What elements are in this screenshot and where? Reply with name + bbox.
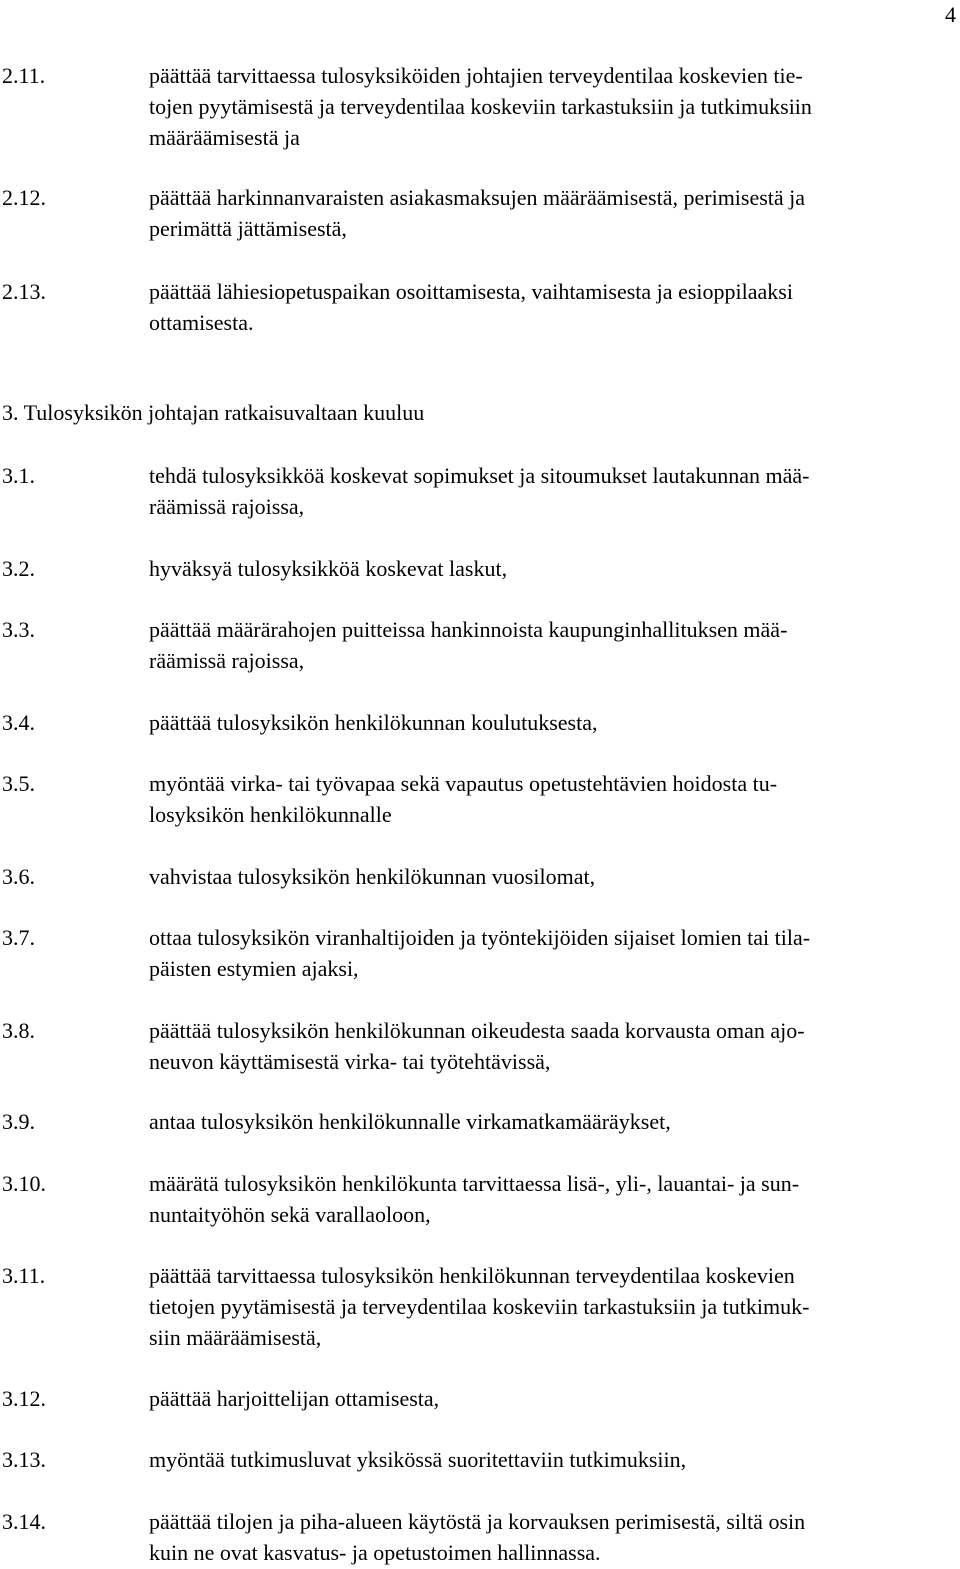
item-number: 3.3. xyxy=(2,617,35,642)
item-text-line: päättää tilojen ja piha-alueen käytöstä ja korvauksen perimisestä, siltä osin xyxy=(149,1509,806,1534)
item-text xyxy=(149,1383,439,1414)
item-number: 3.6. xyxy=(2,864,35,889)
item-text-line: losyksikön henkilökunnalle xyxy=(149,802,392,827)
page-number: 4 xyxy=(945,2,956,27)
item-number: 3.10. xyxy=(2,1171,46,1196)
item-number: 3.12. xyxy=(2,1386,46,1411)
item-text-line: nuntaityöhön sekä varallaoloon, xyxy=(149,1202,431,1227)
item-number: 2.11. xyxy=(2,63,46,88)
item-text-line: myöntää virka- tai työvapaa sekä vapautus opetustehtävien hoidosta tu- xyxy=(149,771,778,796)
item-text-line: räämissä rajoissa, xyxy=(149,494,305,519)
item-text xyxy=(149,1506,805,1568)
item-text-line: päättää määrärahojen puitteissa hankinnoista kaupunginhallituksen mää- xyxy=(149,617,788,642)
item-number: 3.8. xyxy=(2,1018,35,1043)
item-text-line: räämissä rajoissa, xyxy=(149,648,305,673)
item-number: 3.2. xyxy=(2,556,35,581)
item-text-line: määrätä tulosyksikön henkilökunta tarvittaessa lisä-, yli-, lauantai- ja sun- xyxy=(149,1171,800,1196)
item-text xyxy=(149,1106,671,1137)
item-text-line: perimättä jättämisestä, xyxy=(149,216,347,241)
item-text-line: ottaa tulosyksikön viranhaltijoiden ja työntekijöiden sijaiset lomien tai tila- xyxy=(149,925,811,950)
item-text xyxy=(149,553,507,584)
item-text-line: antaa tulosyksikön henkilökunnalle virkamatkamääräykset, xyxy=(149,1109,671,1134)
item-text xyxy=(149,1444,686,1475)
item-text xyxy=(149,922,810,984)
item-text-line: myöntää tutkimusluvat yksikössä suoritettaviin tutkimuksiin, xyxy=(149,1447,687,1472)
item-text-line: määräämisestä ja xyxy=(149,125,300,150)
item-text xyxy=(149,707,598,738)
item-number: 3.1. xyxy=(2,463,35,488)
item-text xyxy=(149,1168,799,1230)
item-text xyxy=(149,1015,805,1077)
item-text xyxy=(149,276,793,338)
item-text-line: päisten estymien ajaksi, xyxy=(149,956,359,981)
item-number: 3.13. xyxy=(2,1447,46,1472)
item-text-line: päättää tulosyksikön henkilökunnan oikeudesta saada korvausta oman ajo- xyxy=(149,1018,805,1043)
item-text-line: päättää tarvittaessa tulosyksiköiden johtajien terveydentilaa koskevien tie- xyxy=(149,63,803,88)
item-number: 3.7. xyxy=(2,925,35,950)
item-text-line: hyväksyä tulosyksikköä koskevat laskut, xyxy=(149,556,508,581)
section-heading: 3. Tulosyksikön johtajan ratkaisuvaltaan kuuluu xyxy=(2,400,425,425)
item-text xyxy=(149,861,595,892)
item-text xyxy=(149,182,805,244)
item-text-line: kuin ne ovat kasvatus- ja opetustoimen hallinnassa. xyxy=(149,1540,601,1565)
item-text xyxy=(149,60,812,153)
item-text xyxy=(149,614,787,676)
item-text-line: neuvon käyttämisestä virka- tai työtehtävissä, xyxy=(149,1049,551,1074)
item-text-line: siin määräämisestä, xyxy=(149,1325,322,1350)
item-text-line: ottamisesta. xyxy=(149,310,254,335)
item-number: 3.5. xyxy=(2,771,35,796)
item-text-line: päättää harjoittelijan ottamisesta, xyxy=(149,1386,440,1411)
item-number: 3.14. xyxy=(2,1509,46,1534)
item-text-line: päättää lähiesiopetuspaikan osoittamisesta, vaihtamisesta ja esioppilaaksi xyxy=(149,279,793,304)
item-number: 3.11. xyxy=(2,1263,46,1288)
item-number: 2.12. xyxy=(2,185,46,210)
item-text-line: tehdä tulosyksikköä koskevat sopimukset ja sitoumukset lautakunnan mää- xyxy=(149,463,810,488)
item-text xyxy=(149,460,810,522)
item-text-line: vahvistaa tulosyksikön henkilökunnan vuosilomat, xyxy=(149,864,596,889)
item-text-line: tietojen pyytämisestä ja terveydentilaa koskeviin tarkastuksiin ja tutkimuk- xyxy=(149,1294,810,1319)
item-text-line: päättää tarvittaessa tulosyksikön henkilökunnan terveydentilaa koskevien xyxy=(149,1263,795,1288)
item-number: 3.4. xyxy=(2,710,35,735)
item-text-line: päättää tulosyksikön henkilökunnan koulutuksesta, xyxy=(149,710,598,735)
item-text xyxy=(149,768,777,830)
item-number: 2.13. xyxy=(2,279,46,304)
item-text-line: päättää harkinnanvaraisten asiakasmaksujen määräämisestä, perimisestä ja xyxy=(149,185,806,210)
item-text-line: tojen pyytämisestä ja terveydentilaa koskeviin tarkastuksiin ja tutkimuksiin xyxy=(149,94,812,119)
item-number: 3.9. xyxy=(2,1109,35,1134)
item-text xyxy=(149,1260,809,1353)
